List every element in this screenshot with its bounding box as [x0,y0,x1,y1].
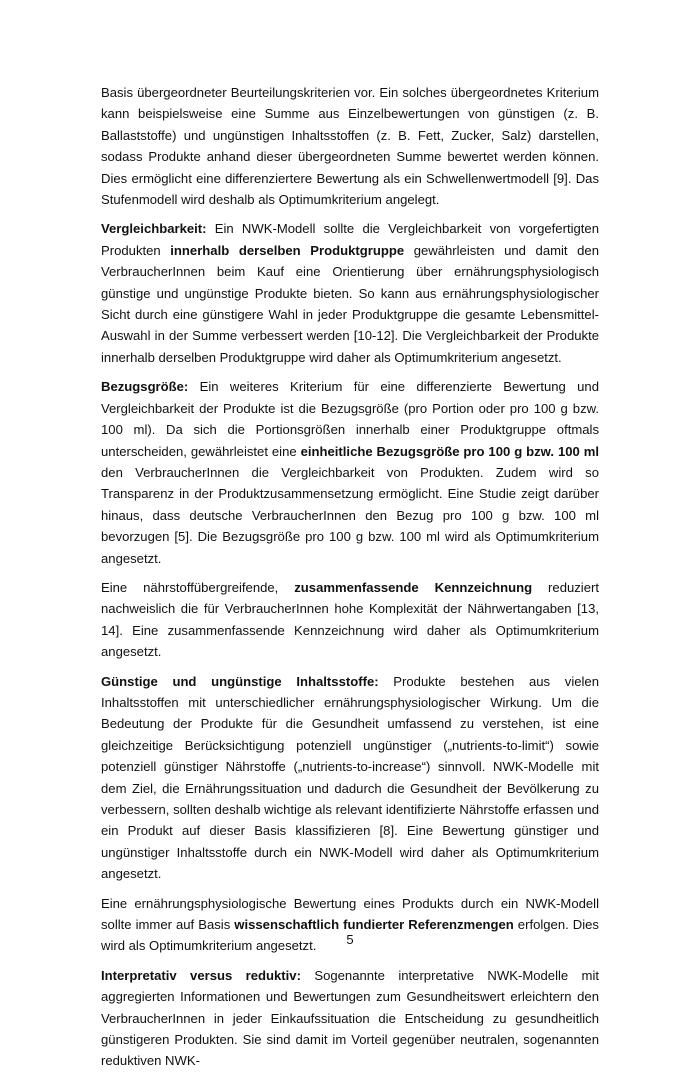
text-run: Eine nährstoffübergreifende, [101,579,295,595]
bold-text: zusammenfassende Kennzeichnung [294,579,533,595]
text-run: Eine ernährungsphysiologische Bewertung eines Produkts durch ein NWK-Modell sollte immer auf Basis [101,895,599,933]
bold-text: einheitliche Bezugsgröße pro 100 g bzw. 100 ml [300,443,599,459]
bold-text: innerhalb derselben Produktgruppe [170,242,405,258]
text-run: Ein NWK-Modell sollte die Vergleichbarkeit von vorgefertigten Produkten [101,221,599,258]
text-run: Sogenannte interpretative NWK-Modelle mit aggregierten Informationen und Bewertungen zum Gesundheitswert erleichtern den VerbraucherInnen in jeder Einkaufssituation die Entscheidung zu gesundheitlich günstigeren Produkten. Sie sind damit im Vorteil gegenüber neutralen, sogenannten reduktiven NWK- [101,967,599,1069]
text-run: reduziert nachweislich die für VerbraucherInnen hohe Komplexität der Nährwertangaben [13, 14]. Eine zusammenfassende Kennzeichnung wird daher als Optimumkriterium angesetzt. [101,579,599,660]
paragraph [101,893,599,957]
text-run: gewährleisten und damit den VerbraucherInnen beim Kauf eine Orientierung über ernährungsphysiologisch günstige und ungünstige Produkte bieten. So kann aus ernährungsphysiologischer Sicht durch eine günstigere Wahl in jeder Produktgruppe die gesamte Lebensmittel-Auswahl in der Summe verbessert werden [10-12]. Die Vergleichbarkeit der Produkte innerhalb derselben Produktgruppe wird daher als Optimumkriterium angesetzt. [101,242,599,365]
text-run: Ein weiteres Kriterium für eine differenzierte Bewertung und Vergleichbarkeit der Produkte ist die Bezugsgröße (pro Portion oder pro 100 g bzw. 100 ml). Da sich die Portionsgrößen innerhalb einer Produktgruppe oftmals unterscheiden, gewährleistet eine [101,379,599,459]
bold-text: Bezugsgröße: [101,379,189,395]
page-number: 5 [346,932,354,947]
bold-text: Vergleichbarkeit: [101,221,207,237]
paragraph [101,671,599,885]
text-run: Produkte bestehen aus vielen Inhaltsstoffen mit unterschiedlicher ernährungsphysiologischer Wirkung. Um die Bedeutung der Produkte für die Gesundheit umfassend zu verstehen, ist eine gleichzeitige Berücksichtigung potenziell ungünstiger („nutrients-to-limit“) sowie potenziell günstiger Nährstoffe („nutrients-to-increase“) sinnvoll. NWK-Modelle mit dem Ziel, die Ernährungssituation und dadurch die Gesundheit der Bevölkerung zu verbessern, sollten deshalb wichtige als relevant identifizierte Nährstoffe erfassen und ein Produkt auf dieser Basis klassifizieren [8]. Eine Bewertung günstiger und ungünstiger Inhaltsstoffe durch ein NWK-Modell wird daher als Optimumkriterium angesetzt. [101,673,599,882]
paragraph [101,965,599,1072]
text-run: den VerbraucherInnen die Vergleichbarkeit von Produkten. Zudem wird so Transparenz in der Produktzusammensetzung ermöglicht. Eine Studie zeigt darüber hinaus, dass deutsche VerbraucherInnen den Bezug pro 100 g bzw. 100 ml bevorzugen [5]. Die Bezugsgröße pro 100 g bzw. 100 ml wird als Optimumkriterium angesetzt. [101,464,599,566]
text-run: erfolgen. Dies wird als Optimumkriterium angesetzt. [101,917,599,954]
paragraph [101,376,599,569]
paragraph [101,218,599,368]
bold-text: Interpretativ versus reduktiv: [101,967,301,983]
bold-text: wissenschaftlich fundierter Referenzmengen [234,917,514,933]
bold-text: Günstige und ungünstige Inhaltsstoffe: [101,673,379,689]
body-text [101,82,599,1080]
paragraph [101,82,599,210]
paragraph [101,577,599,663]
text-run: Basis übergeordneter Beurteilungskriterien vor. Ein solches übergeordnetes Kriterium kann beispielsweise eine Summe aus Einzelbewertungen von günstigen (z. B. Ballaststoffe) und ungünstigen Inhaltsstoffen (z. B. Fett, Zucker, Salz) darstellen, sodass Produkte anhand dieser übergeordneten Summe bewertet werden können. Dies ermöglicht eine differenziertere Bewertung als ein Schwellenwertmodell [9]. Das Stufenmodell wird deshalb als Optimumkriterium angelegt. [101,85,599,208]
